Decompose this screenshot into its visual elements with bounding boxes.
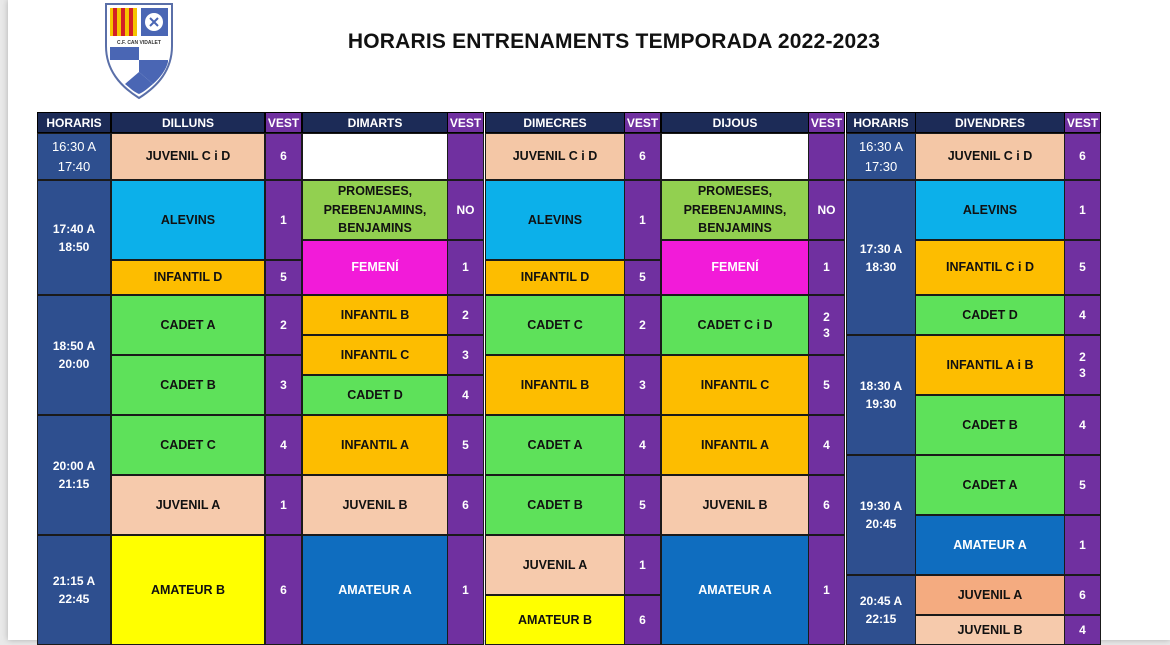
team-cell-divendres: CADET A — [915, 455, 1065, 515]
crest-text: C.F. CAN VIDALET — [117, 40, 161, 46]
vest-cell-dimecres: 1 — [624, 180, 661, 260]
team-cell-dimarts: FEMENÍ — [302, 240, 448, 295]
time-slot-friday: 17:30 A 18:30 — [846, 180, 916, 335]
team-cell-dimecres: CADET C — [485, 295, 625, 355]
vest-cell-divendres: 4 — [1064, 395, 1101, 455]
vest-cell-dimarts: 6 — [447, 475, 484, 535]
vest-cell-divendres: 5 — [1064, 455, 1101, 515]
team-cell-dilluns: ALEVINS — [111, 180, 265, 260]
team-cell-divendres: JUVENIL A — [915, 575, 1065, 615]
team-cell-divendres: JUVENIL C i D — [915, 133, 1065, 180]
team-cell-dimecres: INFANTIL D — [485, 260, 625, 295]
team-cell-dimecres: JUVENIL C i D — [485, 133, 625, 180]
vest-cell-divendres: 5 — [1064, 240, 1101, 295]
header-divendres: DIVENDRES — [915, 112, 1065, 133]
team-cell-dimarts: PROMESES, PREBENJAMINS, BENJAMINS — [302, 180, 448, 240]
team-cell-dimarts: JUVENIL B — [302, 475, 448, 535]
vest-cell-divendres: 4 — [1064, 615, 1101, 645]
header-vest-dimecres: VEST — [624, 112, 661, 133]
team-cell-dimecres: ALEVINS — [485, 180, 625, 260]
team-cell-dilluns: INFANTIL D — [111, 260, 265, 295]
page-title: HORARIS ENTRENAMENTS TEMPORADA 2022-2023 — [347, 30, 881, 53]
vest-cell-dimarts: 2 — [447, 295, 484, 335]
team-cell-dimarts — [302, 133, 448, 180]
vest-cell-divendres: 6 — [1064, 575, 1101, 615]
team-cell-dimarts: INFANTIL B — [302, 295, 448, 335]
header-vest-dimarts: VEST — [447, 112, 484, 133]
team-cell-dijous: INFANTIL A — [661, 415, 809, 475]
vest-cell-divendres: 2 3 — [1064, 335, 1101, 395]
vest-cell-dimarts: 3 — [447, 335, 484, 375]
vest-cell-dimecres: 3 — [624, 355, 661, 415]
team-cell-dilluns: JUVENIL A — [111, 475, 265, 535]
time-slot: 20:00 A 21:15 — [37, 415, 111, 535]
team-cell-dijous: PROMESES, PREBENJAMINS, BENJAMINS — [661, 180, 809, 240]
team-cell-dijous — [661, 133, 809, 180]
team-cell-dijous: FEMENÍ — [661, 240, 809, 295]
vest-cell-divendres: 4 — [1064, 295, 1101, 335]
team-cell-dilluns: CADET C — [111, 415, 265, 475]
team-cell-divendres: JUVENIL B — [915, 615, 1065, 645]
time-slot: 16:30 A 17:40 — [37, 133, 111, 180]
time-slot: 21:15 A 22:45 — [37, 535, 111, 645]
vest-cell-dijous — [808, 133, 845, 180]
vest-cell-dimecres: 6 — [624, 595, 661, 645]
vest-cell-dilluns: 4 — [265, 415, 302, 475]
time-slot-friday: 19:30 A 20:45 — [846, 455, 916, 575]
team-cell-divendres: CADET D — [915, 295, 1065, 335]
team-cell-divendres: INFANTIL C i D — [915, 240, 1065, 295]
vest-cell-dilluns: 2 — [265, 295, 302, 355]
team-cell-divendres: INFANTIL A i B — [915, 335, 1065, 395]
team-cell-divendres: ALEVINS — [915, 180, 1065, 240]
vest-cell-dilluns: 6 — [265, 535, 302, 645]
team-cell-dilluns: CADET A — [111, 295, 265, 355]
vest-cell-divendres: 1 — [1064, 180, 1101, 240]
team-cell-dimarts: INFANTIL A — [302, 415, 448, 475]
vest-cell-dijous: 2 3 — [808, 295, 845, 355]
vest-cell-dijous: 1 — [808, 535, 845, 645]
time-slot: 17:40 A 18:50 — [37, 180, 111, 295]
header-dimecres: DIMECRES — [485, 112, 625, 133]
vest-cell-dimarts: 1 — [447, 535, 484, 645]
vest-cell-dimecres: 1 — [624, 535, 661, 595]
vest-cell-dimecres: 6 — [624, 133, 661, 180]
team-cell-dijous: JUVENIL B — [661, 475, 809, 535]
header-dilluns: DILLUNS — [111, 112, 265, 133]
vest-cell-dijous: 4 — [808, 415, 845, 475]
vest-cell-dimarts: 1 — [447, 240, 484, 295]
team-cell-dijous: AMATEUR A — [661, 535, 809, 645]
team-cell-dimecres: INFANTIL B — [485, 355, 625, 415]
time-slot-friday: 16:30 A 17:30 — [846, 133, 916, 180]
header-horaris-divendres: HORARIS — [846, 112, 916, 133]
time-slot: 18:50 A 20:00 — [37, 295, 111, 415]
team-cell-dilluns: CADET B — [111, 355, 265, 415]
team-cell-dimecres: JUVENIL A — [485, 535, 625, 595]
team-cell-dilluns: AMATEUR B — [111, 535, 265, 645]
vest-cell-dimecres: 5 — [624, 475, 661, 535]
team-cell-dijous: CADET C i D — [661, 295, 809, 355]
time-slot-friday: 18:30 A 19:30 — [846, 335, 916, 455]
header-vest-divendres: VEST — [1064, 112, 1101, 133]
team-cell-dimecres: AMATEUR B — [485, 595, 625, 645]
team-cell-dilluns: JUVENIL C i D — [111, 133, 265, 180]
vest-cell-dimecres: 2 — [624, 295, 661, 355]
header-horaris: HORARIS — [37, 112, 111, 133]
vest-cell-dilluns: 1 — [265, 180, 302, 260]
team-cell-dimarts: AMATEUR A — [302, 535, 448, 645]
vest-cell-divendres: 1 — [1064, 515, 1101, 575]
vest-cell-divendres: 6 — [1064, 133, 1101, 180]
vest-cell-dijous: 6 — [808, 475, 845, 535]
team-cell-dimecres: CADET A — [485, 415, 625, 475]
vest-cell-dimarts: 4 — [447, 375, 484, 415]
vest-cell-dijous: 5 — [808, 355, 845, 415]
team-cell-dimecres: CADET B — [485, 475, 625, 535]
vest-cell-dilluns: 5 — [265, 260, 302, 295]
header-dimarts: DIMARTS — [302, 112, 448, 133]
team-cell-divendres: AMATEUR A — [915, 515, 1065, 575]
vest-cell-dimarts: NO — [447, 180, 484, 240]
vest-cell-dimecres: 5 — [624, 260, 661, 295]
vest-cell-dijous: NO — [808, 180, 845, 240]
team-cell-dimarts: CADET D — [302, 375, 448, 415]
team-cell-dimarts: INFANTIL C — [302, 335, 448, 375]
header-vest-dilluns: VEST — [265, 112, 302, 133]
vest-cell-dimecres: 4 — [624, 415, 661, 475]
vest-cell-dilluns: 1 — [265, 475, 302, 535]
vest-cell-dimarts: 5 — [447, 415, 484, 475]
header-dijous: DIJOUS — [661, 112, 809, 133]
vest-cell-dimarts — [447, 133, 484, 180]
vest-cell-dijous: 1 — [808, 240, 845, 295]
vest-cell-dilluns: 3 — [265, 355, 302, 415]
team-cell-divendres: CADET B — [915, 395, 1065, 455]
header-vest-dijous: VEST — [808, 112, 845, 133]
time-slot-friday: 20:45 A 22:15 — [846, 575, 916, 645]
team-cell-dijous: INFANTIL C — [661, 355, 809, 415]
vest-cell-dilluns: 6 — [265, 133, 302, 180]
